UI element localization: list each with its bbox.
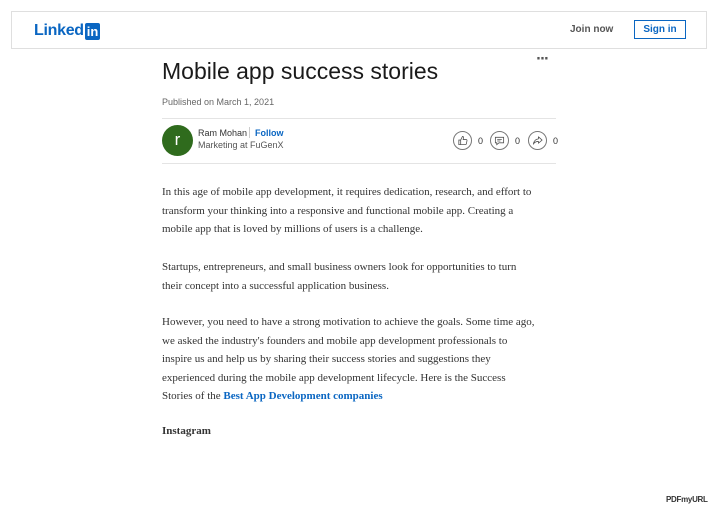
paragraph-line: In this age of mobile app development, it requires dedication, research, and effort to <box>162 186 532 198</box>
logo-wordmark: Linked <box>34 22 84 39</box>
paragraph-1 <box>162 183 562 239</box>
like-icon <box>453 131 472 150</box>
published-date: Published on March 1, 2021 <box>162 97 275 107</box>
share-button[interactable] <box>528 131 558 150</box>
author-name[interactable]: Ram Mohan <box>198 128 248 138</box>
join-now-link[interactable]: Join now <box>570 24 614 35</box>
paragraph-line: experienced during the mobile app development lifecycle. Here is the Success <box>162 371 506 384</box>
author-avatar[interactable]: r <box>162 125 193 156</box>
like-count: 0 <box>478 135 484 146</box>
logo-in-box: in <box>86 23 99 39</box>
follow-separator <box>249 127 250 138</box>
linkedin-logo[interactable] <box>34 21 100 41</box>
share-count: 0 <box>553 135 559 146</box>
like-button[interactable] <box>453 131 483 150</box>
comment-button[interactable] <box>490 131 520 150</box>
paragraph-line: their concept into a successful application business. <box>162 279 389 292</box>
comment-icon <box>490 131 509 150</box>
more-options-icon[interactable]: ··· <box>536 52 548 67</box>
follow-button[interactable]: Follow <box>255 128 284 138</box>
sign-in-button[interactable]: Sign in <box>634 20 686 39</box>
divider-top <box>162 118 556 119</box>
paragraph-2 <box>162 258 562 295</box>
pdfmyurl-watermark <box>666 495 708 504</box>
divider-bottom <box>162 163 556 164</box>
watermark-text: PDFmyURL <box>666 495 708 504</box>
best-app-development-companies-link[interactable]: Best App Development companies <box>223 390 383 402</box>
paragraph-line: mobile app that is loved by millions of users is a challenge. <box>162 223 423 235</box>
share-icon <box>528 131 547 150</box>
author-headline: Marketing at FuGenX <box>198 140 284 150</box>
paragraph-text: Stories of the <box>162 390 224 402</box>
comment-count: 0 <box>515 135 521 146</box>
paragraph-3 <box>162 313 562 406</box>
paragraph-line: transform your thinking into a responsive and functional mobile app. Creating a <box>162 204 514 217</box>
section-heading: Instagram <box>162 425 211 437</box>
paragraph-line: inspire us and help us by sharing their success stories and suggestions they <box>162 353 491 365</box>
paragraph-line: Startups, entrepreneurs, and small business owners look for opportunities to turn <box>162 261 517 273</box>
paragraph-line-with-link <box>162 387 562 406</box>
article-title: Mobile app success stories <box>162 58 439 84</box>
paragraph-line: we asked the industry's founders and mobile app development professionals to <box>162 334 508 347</box>
top-nav-bar <box>11 11 707 49</box>
paragraph-line: However, you need to have a strong motivation to achieve the goals. Some time ago, <box>162 316 535 328</box>
